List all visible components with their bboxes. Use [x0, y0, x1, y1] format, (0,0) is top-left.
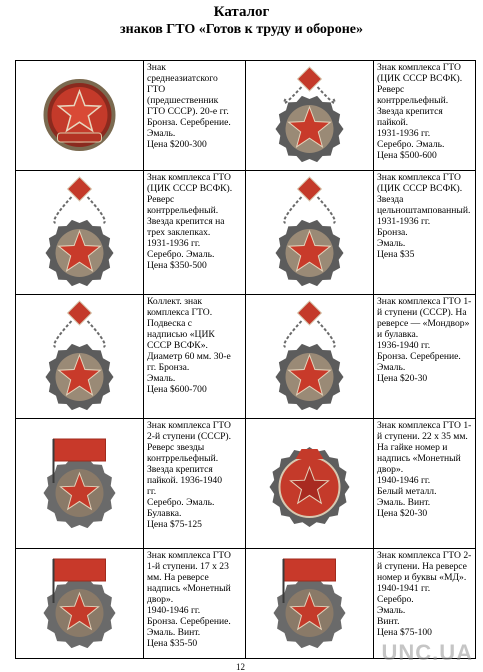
chain-gear-badge-icon [246, 171, 373, 293]
badge-description-cell [144, 61, 246, 171]
description-line: двор». [377, 464, 404, 475]
banner-gear-badge-icon [16, 549, 143, 657]
catalog-title: Каталог [213, 4, 270, 20]
description-line: (ЦИК СССР ВСФК). [377, 183, 463, 194]
description-line: 1931-1936 гг. [147, 238, 201, 249]
description-line: 2-й ступени (СССР). [147, 431, 232, 442]
catalog-row [16, 61, 476, 171]
description-line: номер и буквы «МД». [377, 572, 467, 583]
description-line: Знак [147, 62, 166, 73]
description-line: Знак комплекса ГТО [377, 62, 461, 73]
catalog-table [15, 60, 476, 659]
description-line: гг. [147, 486, 157, 497]
catalog-subtitle: знаков ГТО «Готов к труду и обороне» [120, 22, 363, 37]
description-line: гг. Бронза. [147, 362, 190, 373]
flag-gear-badge-icon [246, 549, 373, 657]
description-line: Цена $600-700 [147, 384, 207, 395]
badge-description [144, 295, 245, 395]
description-line: Эмаль. [377, 362, 406, 373]
description-line: реверсе — «Мондвор» [377, 318, 470, 329]
description-line: Эмаль. [377, 238, 406, 249]
description-line: Серебро. Эмаль. [377, 139, 445, 150]
description-line: контррельефный. [377, 95, 449, 106]
description-line: комплекса ГТО. [147, 307, 213, 318]
description-line: На гайке номер и [377, 442, 448, 453]
description-line: 1-й ступени. 17 х 23 [147, 561, 229, 572]
badge-image-cell [16, 61, 144, 171]
badge-description-cell [374, 419, 476, 549]
description-line: Серебро. [377, 594, 414, 605]
description-line: цельноштампованный. [377, 205, 471, 216]
badge-image-cell [246, 295, 374, 419]
description-line: Знак комплекса ГТО [377, 172, 461, 183]
chain-gear-badge-icon [246, 61, 373, 169]
badge-image-cell [16, 171, 144, 295]
description-line: пайкой. 1936-1940 [147, 475, 222, 486]
badge-image-cell [246, 171, 374, 295]
description-line: Знак комплекса ГТО 1- [377, 296, 472, 307]
page-number: 12 [236, 662, 245, 672]
badge-description [144, 549, 245, 649]
description-line: Цена $200-300 [147, 139, 207, 150]
description-line: Эмаль. [147, 128, 176, 139]
description-line: Цена $350-500 [147, 260, 207, 271]
description-line: Белый металл. [377, 486, 437, 497]
badge-description-cell [144, 419, 246, 549]
description-line: контррельефный. [147, 205, 219, 216]
description-line: Серебро. Эмаль. [147, 249, 215, 260]
badge-description [144, 171, 245, 271]
description-line: Цена $20-30 [377, 373, 428, 384]
description-line: (ЦИК СССР ВСФК). [377, 73, 463, 84]
description-line: трех заклепках. [147, 227, 211, 238]
description-line: 1940-1946 гг. [147, 605, 201, 616]
badge-description-cell [144, 549, 246, 659]
description-line: 1940-1941 гг. [377, 583, 431, 594]
description-line: й ступени (СССР). На [377, 307, 467, 318]
catalog-row [16, 171, 476, 295]
badge-image-cell [16, 549, 144, 659]
badge-description-cell [374, 171, 476, 295]
badge-description-cell [144, 295, 246, 419]
badge-description [374, 295, 475, 384]
chain-gear-badge-icon [16, 171, 143, 293]
description-line: мм. На реверсе [147, 572, 209, 583]
chain-gear-badge-icon [246, 295, 373, 417]
description-line: 1936-1940 гг. [377, 340, 431, 351]
description-line: СССР ВСФК». [147, 340, 208, 351]
description-line: Винт. [377, 616, 400, 627]
badge-image-cell [246, 419, 374, 549]
catalog-row [16, 419, 476, 549]
description-line: Цена $500-600 [377, 150, 437, 161]
description-line: Бронза. [377, 227, 408, 238]
catalog-row [16, 295, 476, 419]
description-line: надписью «ЦИК [147, 329, 215, 340]
round-gear-badge-icon [246, 419, 373, 547]
badge-image-cell [246, 549, 374, 659]
description-line: Цена $35-50 [147, 638, 198, 649]
description-line: Эмаль. Винт. [147, 627, 201, 638]
badge-description [374, 419, 475, 519]
description-line: Знак комплекса ГТО 2- [377, 550, 472, 561]
description-line: Звезда крепится [147, 464, 213, 475]
description-line: двор». [147, 594, 174, 605]
description-line: Реверс [147, 194, 175, 205]
description-line: Цена $35 [377, 249, 415, 260]
description-line: (предшественник [147, 95, 219, 106]
badge-image-cell [16, 419, 144, 549]
description-line: й ступени. На реверсе [377, 561, 467, 572]
description-line: Цена $20-30 [377, 508, 428, 519]
description-line: Цена $75-125 [147, 519, 202, 530]
description-line: среднеазиатского [147, 73, 218, 84]
description-line: надпись «Монетный [377, 453, 461, 464]
badge-description [374, 61, 475, 161]
flag-gear-badge-icon [16, 419, 143, 547]
description-line: Эмаль. Винт. [377, 497, 431, 508]
watermark: UNC.UA [381, 640, 473, 665]
badge-description [374, 549, 475, 638]
description-line: Эмаль. [147, 373, 176, 384]
description-line: (ЦИК СССР ВСФК). [147, 183, 233, 194]
description-line: Подвеска с [147, 318, 192, 329]
badge-description [144, 419, 245, 530]
description-line: Звезда крепится пайкой. [377, 106, 443, 128]
description-line: Знак комплекса ГТО [147, 172, 231, 183]
description-line: Реверс звезды [147, 442, 205, 453]
description-line: Коллект. знак [147, 296, 203, 307]
description-line: 1931-1936 гг. [377, 216, 431, 227]
description-line: и булавка. [377, 329, 419, 340]
description-line: надпись «Монетный [147, 583, 231, 594]
description-line: й ступени. 22 х 35 мм. [377, 431, 468, 442]
description-line: Цена $75-100 [377, 627, 432, 638]
badge-description-cell [144, 171, 246, 295]
badge-image-cell [16, 295, 144, 419]
description-line: Знак комплекса ГТО [147, 420, 231, 431]
description-line: Бронза. Серебрение. [377, 351, 461, 362]
badge-description [144, 61, 245, 150]
description-line: Бронза. Серебрение. [147, 117, 231, 128]
description-line: Серебро. Эмаль. [147, 497, 215, 508]
description-line: Диаметр 60 мм. 30-е [147, 351, 231, 362]
description-line: Булавка. [147, 508, 182, 519]
badge-description-cell [374, 61, 476, 171]
description-line: 1931-1936 гг. [377, 128, 431, 139]
badge-image-cell [246, 61, 374, 171]
description-line: 1940-1946 гг. [377, 475, 431, 486]
description-line: Эмаль. [377, 605, 406, 616]
badge-description-cell [374, 295, 476, 419]
description-line: Знак комплекса ГТО [147, 550, 231, 561]
description-line: ГТО СССР). 20-е гг. [147, 106, 229, 117]
description-line: Бронза. Серебрение. [147, 616, 231, 627]
chain-gear-badge-icon [16, 295, 143, 417]
badge-description [374, 171, 475, 260]
description-line: Звезда [377, 194, 404, 205]
description-line: ГТО [147, 84, 166, 95]
star-wreath-badge-icon [16, 61, 143, 169]
description-line: Знак комплекса ГТО 1- [377, 420, 472, 431]
description-line: Звезда крепится на [147, 216, 225, 227]
description-line: контррельефный. [147, 453, 219, 464]
description-line: Реверс [377, 84, 405, 95]
